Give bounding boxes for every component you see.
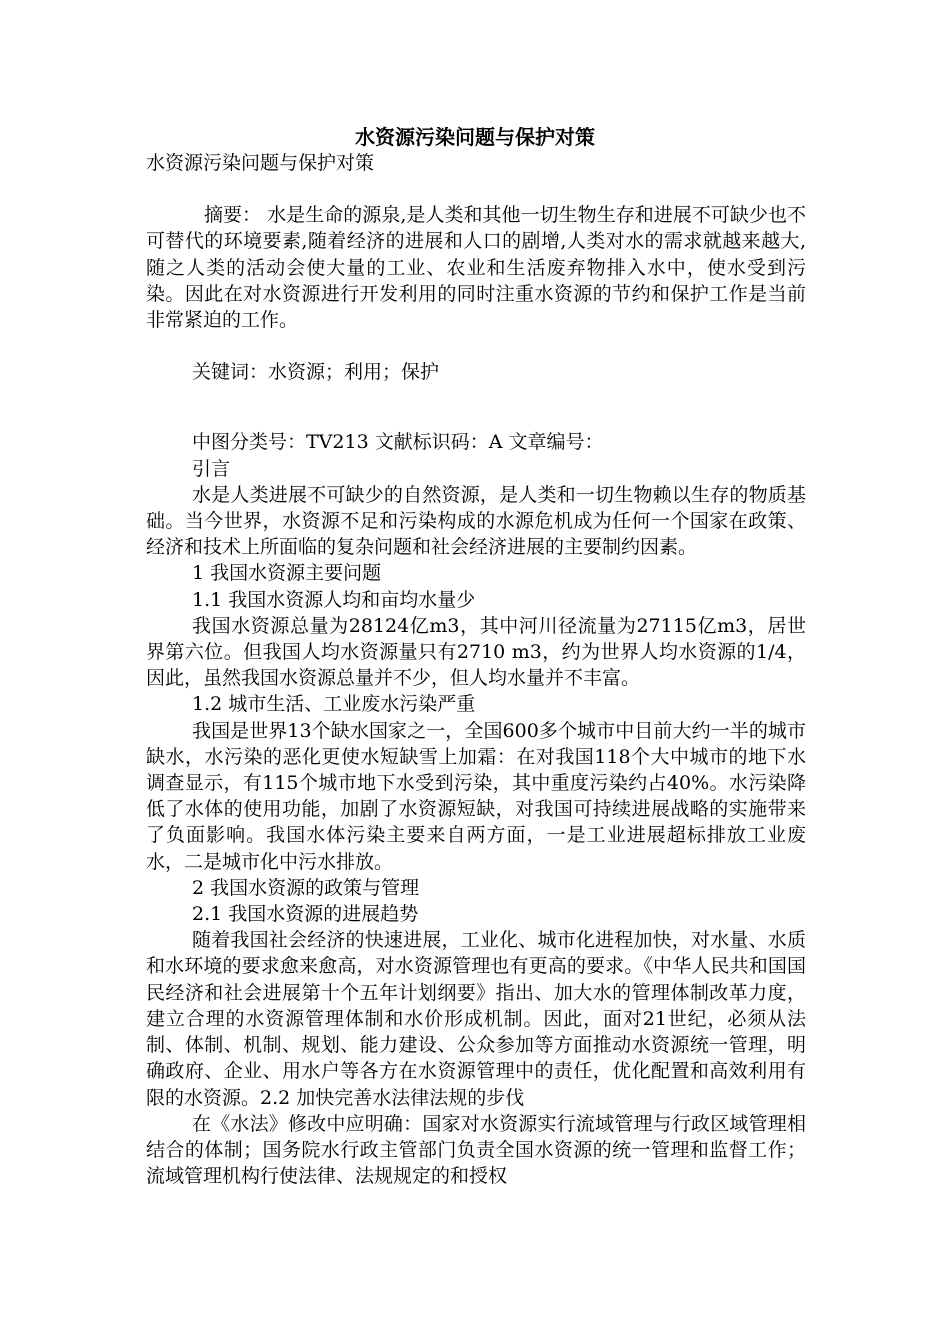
section-1-2-heading: 1.2 城市生活、工业废水污染严重 bbox=[192, 693, 476, 716]
intro-paragraph: 水是人类进展不可缺少的自然资源，是人类和一切生物赖以生存的物质基础。当今世界，水资源不足和污染构成的水源危机成为任何一个国家在政策、经济和技术上所面临的复杂问题和社会经济进展的主要制约因素。 bbox=[146, 483, 806, 559]
document-title: 水资源污染问题与保护对策 bbox=[355, 125, 595, 149]
section-1-2-paragraph: 我国是世界13个缺水国家之一，全国600多个城市中目前大约一半的城市缺水，水污染的恶化更使水短缺雪上加霜：在对我国118个大中城市的地下水调查显示，有115个城市地下水受到污染，其中重度污染约占40%。水污染降低了水体的使用功能，加剧了水资源短缺，对我国可持续进展战略的实施带来了负面影响。我国水体污染主要来自两方面，一是工业进展超标排放工业废水，二是城市化中污水排放。 bbox=[146, 719, 806, 873]
intro-heading: 引言 bbox=[192, 457, 231, 480]
abstract-paragraph: 摘要： 水是生命的源泉,是人类和其他一切生物生存和进展不可缺少也不可替代的环境要素,随着经济的进展和人口的剧增,人类对水的需求就越来越大,随之人类的活动会使大量的工业、农业和生活废弃物排入水中，使水受到污染。因此在对水资源进行开发利用的同时注重水资源的节约和保护工作是当前非常紧迫的工作。 bbox=[146, 204, 806, 332]
section-1-1-paragraph: 我国水资源总量为28124亿m3，其中河川径流量为27115亿m3，居世界第六位。但我国人均水资源量只有2710 m3，约为世界人均水资源的1/4，因此，虽然我国水资源总量并不少，但人均水量并不丰富。 bbox=[146, 614, 806, 690]
keywords-line: 关键词：水资源；利用；保护 bbox=[192, 361, 440, 384]
section-2-1-heading: 2.1 我国水资源的进展趋势 bbox=[192, 903, 419, 926]
document-body bbox=[146, 150, 806, 1189]
section-2-1-paragraph: 随着我国社会经济的快速进展，工业化、城市化进程加快，对水量、水质和水环境的要求愈来愈高，对水资源管理也有更高的要求。《中华人民共和国国民经济和社会进展第十个五年计划纲要》指出、加大水的管理体制改革力度，建立合理的水资源管理体制和水价形成机制。因此，面对21世纪，必须从法制、体制、机制、规划、能力建设、公众参加等方面推动水资源统一管理，明确政府、企业、用水户等各方在水资源管理中的责任，优化配置和高效利用有限的水资源。2.2 加快完善水法律法规的步伐 bbox=[146, 929, 806, 1109]
section-2-2-paragraph: 在《水法》修改中应明确：国家对水资源实行流域管理与行政区域管理相结合的体制；国务院水行政主管部门负责全国水资源的统一管理和监督工作；流域管理机构行使法律、法规规定的和授权 bbox=[146, 1112, 806, 1188]
document-subtitle: 水资源污染问题与保护对策 bbox=[146, 152, 375, 174]
section-1-heading: 1 我国水资源主要问题 bbox=[192, 562, 382, 585]
section-1-1-heading: 1.1 我国水资源人均和亩均水量少 bbox=[192, 588, 476, 611]
section-2-heading: 2 我国水资源的政策与管理 bbox=[192, 876, 420, 899]
classification-line: 中图分类号：TV213 文献标识码：A 文章编号： bbox=[192, 431, 604, 454]
